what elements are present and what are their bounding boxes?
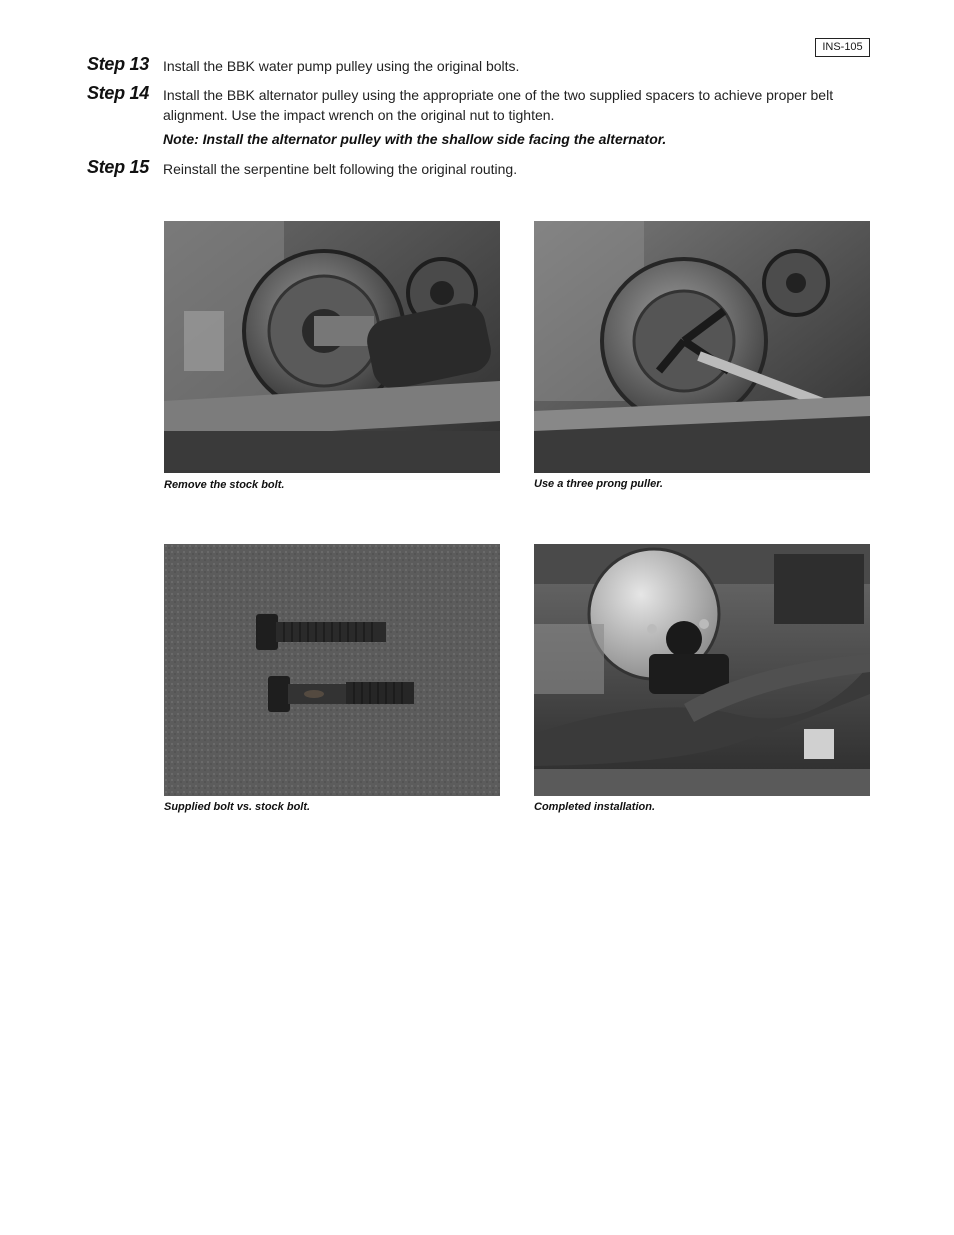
crank-pulley-impact-image xyxy=(164,221,500,473)
bolt-comparison-image xyxy=(164,544,500,796)
photo-caption-completed-installation: Completed installation. xyxy=(534,801,656,813)
completed-installation-image xyxy=(534,544,870,796)
photo-remove-stock-bolt xyxy=(164,221,500,473)
photo-caption-three-prong-puller: Use a three prong puller. xyxy=(534,478,663,490)
photo-caption-remove-stock-bolt: Remove the stock bolt. xyxy=(164,479,285,491)
document-code: INS-105 xyxy=(815,38,870,57)
photo-caption-bolt-comparison: Supplied bolt vs. stock bolt. xyxy=(164,801,311,813)
photo-three-prong-puller xyxy=(534,221,870,473)
step-15-label: Step 15 xyxy=(87,157,149,177)
step-14-label: Step 14 xyxy=(87,83,149,103)
three-prong-puller-image xyxy=(534,221,870,473)
photo-completed-installation xyxy=(534,544,870,796)
step-13-text: Install the BBK water pump pulley using the original bolts. xyxy=(163,58,520,74)
step-15-text: Reinstall the serpentine belt following the original routing. xyxy=(163,161,518,177)
step-13-label: Step 13 xyxy=(87,54,149,74)
step-14-text: Install the BBK alternator pulley using the appropriate one of the two supplied spacers to achieve proper belt alignment. Use the impact wrench on the original nut to tighten. xyxy=(163,87,834,123)
photo-bolt-comparison xyxy=(164,544,500,796)
step-14-note: Note: Install the alternator pulley with the shallow side facing the alternator. xyxy=(163,131,667,147)
